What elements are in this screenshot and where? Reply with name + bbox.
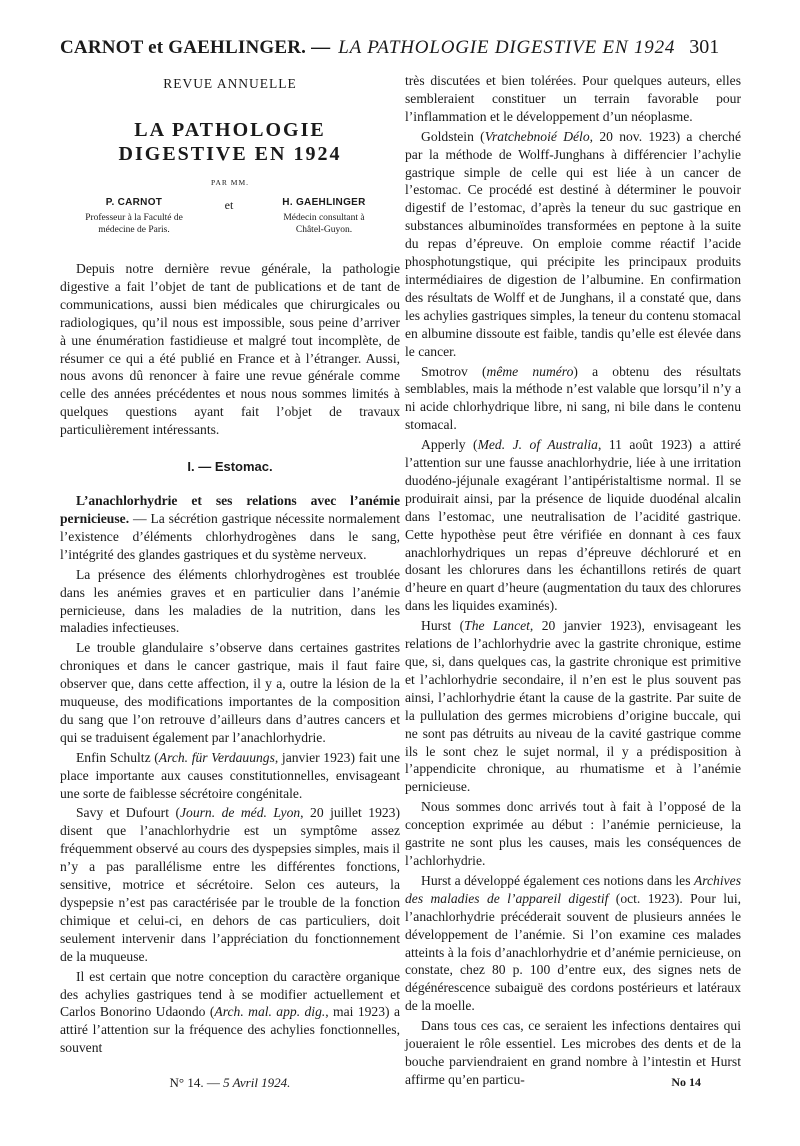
citation: Arch. für Verdauungs <box>158 749 275 765</box>
author-role: Médecin consultant à <box>283 213 365 223</box>
intro-paragraph: Depuis notre dernière revue générale, la pathologie digestive a fait l’objet de tant de publications et de tant de communications, aussi bien médicales que chirurgicales ou radiologiques, qu’il nous est impossible, sous peine d’arriver à une énumération fastidieuse et malgré tout incomplète, de résumer ce qui a été publié en France et à l’étranger. Aussi, nous avons dû renoncer à faire une revue générale comme celle des années précédentes et nous nous sommes limités à quelques questions ayant fait l’objet de travaux particulièrement intéressants. <box>60 261 400 438</box>
body-paragraph: très discutées et bien tolérées. Pour quelques auteurs, elles sembleraient constituer un terrain favorable pour l’inflammation et le développement d’un néoplasme. <box>405 73 741 124</box>
authors-conjunction: et <box>224 198 234 212</box>
body-paragraph: Nous sommes donc arrivés tout à fait à l’opposé de la conception exprimée au début : l’anémie pernicieuse, la gastrite ne sont plus les causes, mais les conséquences de l’achlorhydrie. <box>405 799 741 868</box>
body-paragraph <box>405 363 741 435</box>
paragraph-text: , 20 janvier 1923), envisageant les relations de l’achlorhydrie avec la gastrite chronique, estime que, si, dans quelques cas, la gastrite chronique est primitive et l’achlorhydrie secondaire, il n’en est le plus souvent pas ainsi, l’achlorhydrie étant la cause de la gastrite. Par suite de la pullulation des germes microbiens d’origine buccale, qui ne sont pas détruits au niveau de la cavité gastrique comme ils le sont chez le sujet normal, il y a prédisposition à l’appendicite chronique, au rhumatisme et à l’anémie pernicieuse. <box>405 618 741 795</box>
body-paragraph <box>405 617 741 796</box>
paragraph-text: Enfin Schultz ( <box>76 749 159 765</box>
author-carnot <box>64 197 204 236</box>
page-number: 301 <box>689 36 720 58</box>
running-head-title: LA PATHOLOGIE DIGESTIVE EN 1924 <box>338 37 676 58</box>
footer-issue-date <box>60 1075 400 1091</box>
paragraph-text: Smotrov ( <box>421 363 487 379</box>
citation: même numéro <box>486 363 574 379</box>
right-column <box>405 72 741 1089</box>
paragraph-text: Il est certain que notre conception du caractère organique des achylies gastriques tend à se modifier actuellement et Carlos Bonorino Udaondo ( <box>60 968 400 1020</box>
footer-issue: N° 14. — <box>169 1075 220 1090</box>
body-paragraph <box>60 492 400 564</box>
running-head-authors: CARNOT et GAEHLINGER. — <box>60 37 331 58</box>
paragraph-text: , janvier 1923) fait une place importante aux causes constitutionnelles, envisageant une sorte de faiblesse sécrétoire congénitale. <box>60 749 400 801</box>
paragraph-text: Apperly ( <box>421 437 478 453</box>
paragraph-text: ) a obtenu des résultats semblables, mais la méthode n’est valable que lorsqu’il n’y a ni acide chlorhydrique libre, ni sang, ni bile dans le contenu stomacal. <box>405 363 741 433</box>
body-paragraph: Dans tous ces cas, ce seraient les infections dentaires qui joueraient le rôle essentiel. Les microbes des dents et de la bouche parviendraient en grand nombre à l’intestin et Hurst affirme qu’en particu- <box>405 1018 741 1087</box>
body-paragraph: Le trouble glandulaire s’observe dans certaines gastrites chroniques et dans le cancer gastrique, mais il faut faire observer que, dans cette affection, il y a, outre la lésion de la muqueuse, des modifications importantes de la composition du sang que l’on retrouve d’ailleurs dans d’autres cancers et qui se traduisent également par l’anachlorhydrie. <box>60 640 400 745</box>
article-title-line2: DIGESTIVE EN 1924 <box>118 143 342 165</box>
body-paragraph: La présence des éléments chlorhydrogènes est troublée dans les anémies graves et en particulier dans l’anémie pernicieuse, dans les maladies de la nutrition, dans les maladies infectieuses. <box>60 566 400 636</box>
article-title <box>60 118 400 166</box>
paragraph-text: , 20 nov. 1923) a cherché par la méthode de Wolff-Junghans à différencier l’achylie gastrique simple de celle qui est liée à un cancer de l’estomac. Ce procédé est destiné à déterminer le pouvoir digestif de l’estomac, d’après la teneur du suc gastrique en substances albuminoïdes transformées en peptone à la suite du repas d’épreuve. On emploie comme réactif l’acide phosphotungstique, qui précipite les principaux produits intermédiaires de digestion de l’albumine. En confirmation des résultats de Wolff et de Junghans, il a constaté que, dans les achylies gastriques simples, la teneur du contenu stomacal en albumine dissoute est faible, tandis qu’elle est élevée dans le cancer. <box>405 128 741 359</box>
body-paragraph <box>60 804 400 965</box>
left-column <box>60 72 400 1057</box>
body-paragraph <box>405 872 741 1015</box>
body-paragraph <box>405 436 741 615</box>
citation: Med. J. of Australia <box>477 437 598 453</box>
paragraph-text: Goldstein ( <box>421 128 485 144</box>
author-role: Châtel-Guyon. <box>295 225 353 235</box>
author-gaehlinger <box>254 197 394 236</box>
paragraph-text: Hurst a développé également ces notions dans les <box>421 872 694 888</box>
paragraph-text: — La sécrétion gastrique nécessite normalement l’existence d’éléments chlorhydrogènes dans le sang, l’intégrité des glandes gastriques et du système nerveux. <box>60 510 400 562</box>
paragraph-text: , 20 juillet 1923) disent que l’anachlorhydrie est un symptôme assez fréquemment observé au cours des dyspepsies simples, mais il n’y a pas parallélisme entre les différentes fonctions, sensitive, motrice et sécrétoire. Selon ces auteurs, la dyspepsie n’est pas caractérisée par le trouble de la fonction chimique et celui-ci, en dehors de cas particuliers, doit seulement intervenir dans l’appréciation du fonctionnement de la muqueuse. <box>60 805 401 964</box>
body-paragraph <box>405 128 741 361</box>
article-kicker: REVUE ANNUELLE <box>163 76 297 91</box>
citation: Journ. de méd. Lyon <box>179 805 301 821</box>
paragraph-text: Hurst ( <box>421 618 465 634</box>
citation: Arch. mal. app. dig. <box>214 1004 326 1020</box>
paragraph-text: (oct. 1923). Pour lui, l’anachlorhydrie précéderait souvent de plusieurs années le développement de l’anémie. Si l’on examine ces malades atteints à la fois d’anachlorhydrie et d’anémie pernicieuse, on constate, chez 80 p. 100 d’entre eux, des signes nets de dégénérescence subaiguë des cordons postérieurs et latéraux de la moelle. <box>405 890 741 1014</box>
author-role: médecine de Paris. <box>98 225 170 235</box>
footer-issue-right: No 14 <box>671 1075 701 1089</box>
section-heading: I. — Estomac. <box>187 459 273 475</box>
paragraph-text: , 11 août 1923) a attiré l’attention sur une fausse anachlorhydrie, liée à une irritation duodéno-jéjunale exagérant l’antipéristaltisme normal. Il se produirait ainsi, par la présence de liquide duodénal alcalin dans l’estomac, une neutralisation de l’acidité gastrique. Cette hypothèse peut être vérifiée en donnant à ces faux anachlorhydriques un repas d’épreuve déchloruré et en dosant les chlorures dans les échantillons retirés de quart d’heure en quart d’heure (augmentation du taux des chlorures dans les liquides examinés). <box>405 437 741 614</box>
citation: Archives des maladies de l’appareil digestif <box>405 872 741 906</box>
paragraph-text: Savy et Dufourt ( <box>76 805 180 821</box>
author-name: H. GAEHLINGER <box>282 197 366 208</box>
byline-prefix: PAR MM. <box>211 178 249 187</box>
article-title-line1: LA PATHOLOGIE <box>134 119 326 141</box>
citation: Vratchebnoié Délo <box>484 128 590 144</box>
author-name: P. CARNOT <box>105 197 163 208</box>
author-role: Professeur à la Faculté de <box>85 213 183 223</box>
body-paragraph <box>60 749 400 803</box>
running-head <box>60 36 750 64</box>
paragraph-lead: L’anachlorhydrie et ses relations avec l’anémie pernicieuse. <box>60 493 400 526</box>
body-paragraph <box>60 968 400 1058</box>
paragraph-text: , mai 1923) a attiré l’attention sur la fréquence des achylies fonctionnelles, souvent <box>60 1004 400 1056</box>
citation: The Lancet <box>464 618 530 634</box>
footer-date: 5 Avril 1924. <box>223 1075 291 1090</box>
authors-row <box>60 197 400 236</box>
